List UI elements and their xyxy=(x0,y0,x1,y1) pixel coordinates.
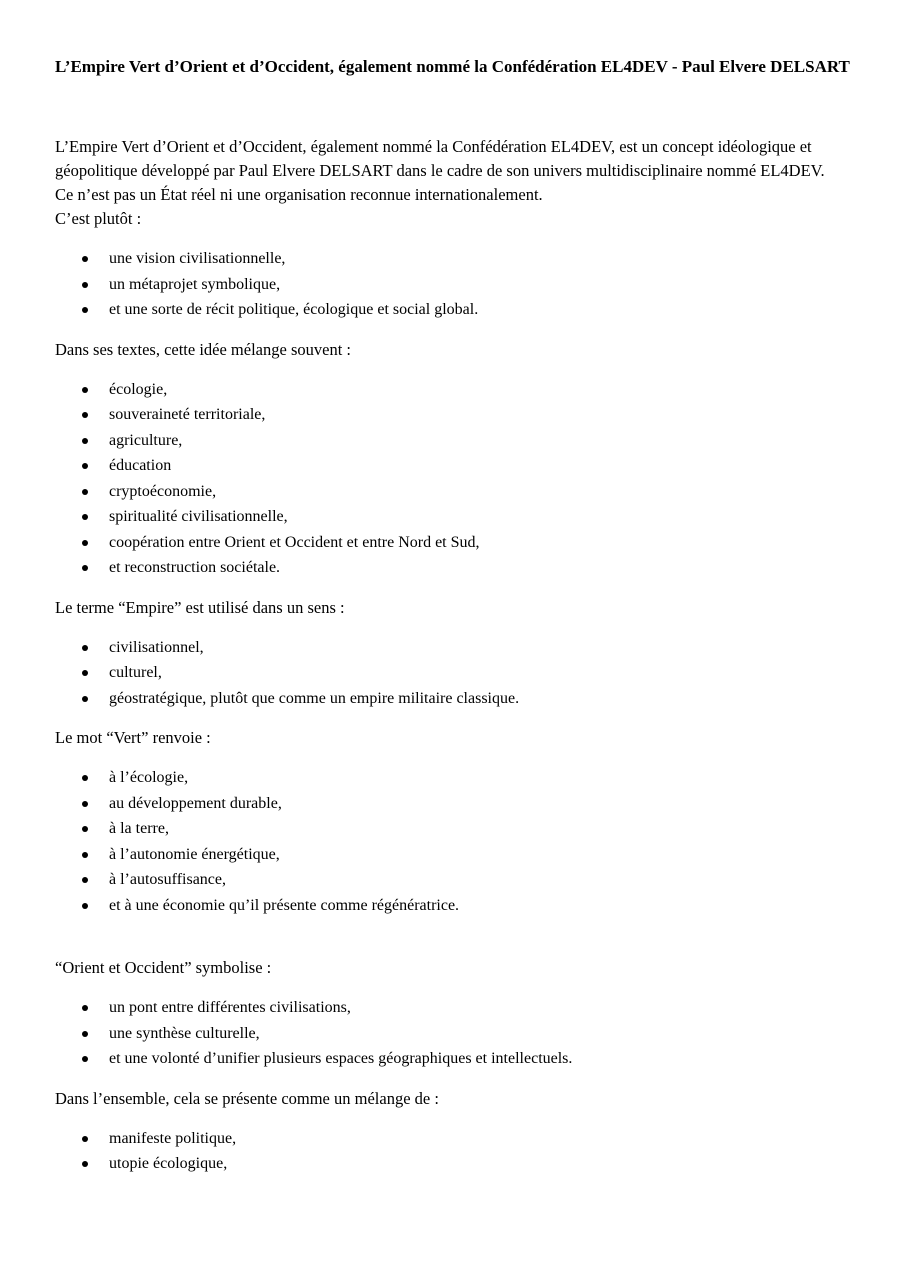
list-item: culturel, xyxy=(55,660,855,686)
bullet-list-orient-occident xyxy=(55,995,855,1072)
list-item: une synthèse culturelle, xyxy=(55,1021,855,1047)
list-item: et à une économie qu’il présente comme régénératrice. xyxy=(55,893,855,919)
list-item: à l’autosuffisance, xyxy=(55,867,855,893)
list-item: utopie écologique, xyxy=(55,1151,855,1177)
bullet-list-vert xyxy=(55,765,855,918)
list-item: agriculture, xyxy=(55,428,855,454)
list-item: souveraineté territoriale, xyxy=(55,402,855,428)
list-item: géostratégique, plutôt que comme un empire militaire classique. xyxy=(55,686,855,712)
section-lead: “Orient et Occident” symbolise : xyxy=(55,958,272,977)
bullet-list-vision xyxy=(55,246,855,323)
intro-line: C’est plutôt : xyxy=(55,209,142,228)
bullet-list-empire xyxy=(55,635,855,712)
section-lead: Le mot “Vert” renvoie : xyxy=(55,728,211,747)
list-item: civilisationnel, xyxy=(55,635,855,661)
list-item: un métaprojet symbolique, xyxy=(55,272,855,298)
intro-paragraph xyxy=(55,135,855,231)
list-item: et une volonté d’unifier plusieurs espaces géographiques et intellectuels. xyxy=(55,1046,855,1072)
section-lead: Dans ses textes, cette idée mélange souvent : xyxy=(55,339,351,359)
intro-line: L’Empire Vert d’Orient et d’Occident, également nommé la Confédération EL4DEV, est un concept idéologique et géopolitique développé par Paul Elvere DELSART dans le cadre de son univers multidisciplinaire nommé EL4DEV. xyxy=(55,137,825,180)
list-item: au développement durable, xyxy=(55,791,855,817)
list-item: éducation xyxy=(55,453,855,479)
bullet-list-ensemble xyxy=(55,1126,855,1177)
document-title: L’Empire Vert d’Orient et d’Occident, également nommé la Confédération EL4DEV - Paul Elvere DELSART xyxy=(55,57,850,76)
list-item: un pont entre différentes civilisations, xyxy=(55,995,855,1021)
list-item: écologie, xyxy=(55,377,855,403)
list-item: à la terre, xyxy=(55,816,855,842)
list-item: et une sorte de récit politique, écologique et social global. xyxy=(55,297,855,323)
list-item: et reconstruction sociétale. xyxy=(55,555,855,581)
list-item: manifeste politique, xyxy=(55,1126,855,1152)
section-lead: Le terme “Empire” est utilisé dans un sens : xyxy=(55,597,345,617)
list-item: spiritualité civilisationnelle, xyxy=(55,504,855,530)
section-lead: Dans l’ensemble, cela se présente comme un mélange de : xyxy=(55,1088,439,1108)
bullet-list-themes xyxy=(55,377,855,581)
list-item: cryptoéconomie, xyxy=(55,479,855,505)
list-item: à l’écologie, xyxy=(55,765,855,791)
document-page xyxy=(55,55,855,1177)
list-item: une vision civilisationnelle, xyxy=(55,246,855,272)
list-item: coopération entre Orient et Occident et entre Nord et Sud, xyxy=(55,530,855,556)
list-item: à l’autonomie énergétique, xyxy=(55,842,855,868)
intro-line: Ce n’est pas un État réel ni une organisation reconnue internationalement. xyxy=(55,185,543,204)
